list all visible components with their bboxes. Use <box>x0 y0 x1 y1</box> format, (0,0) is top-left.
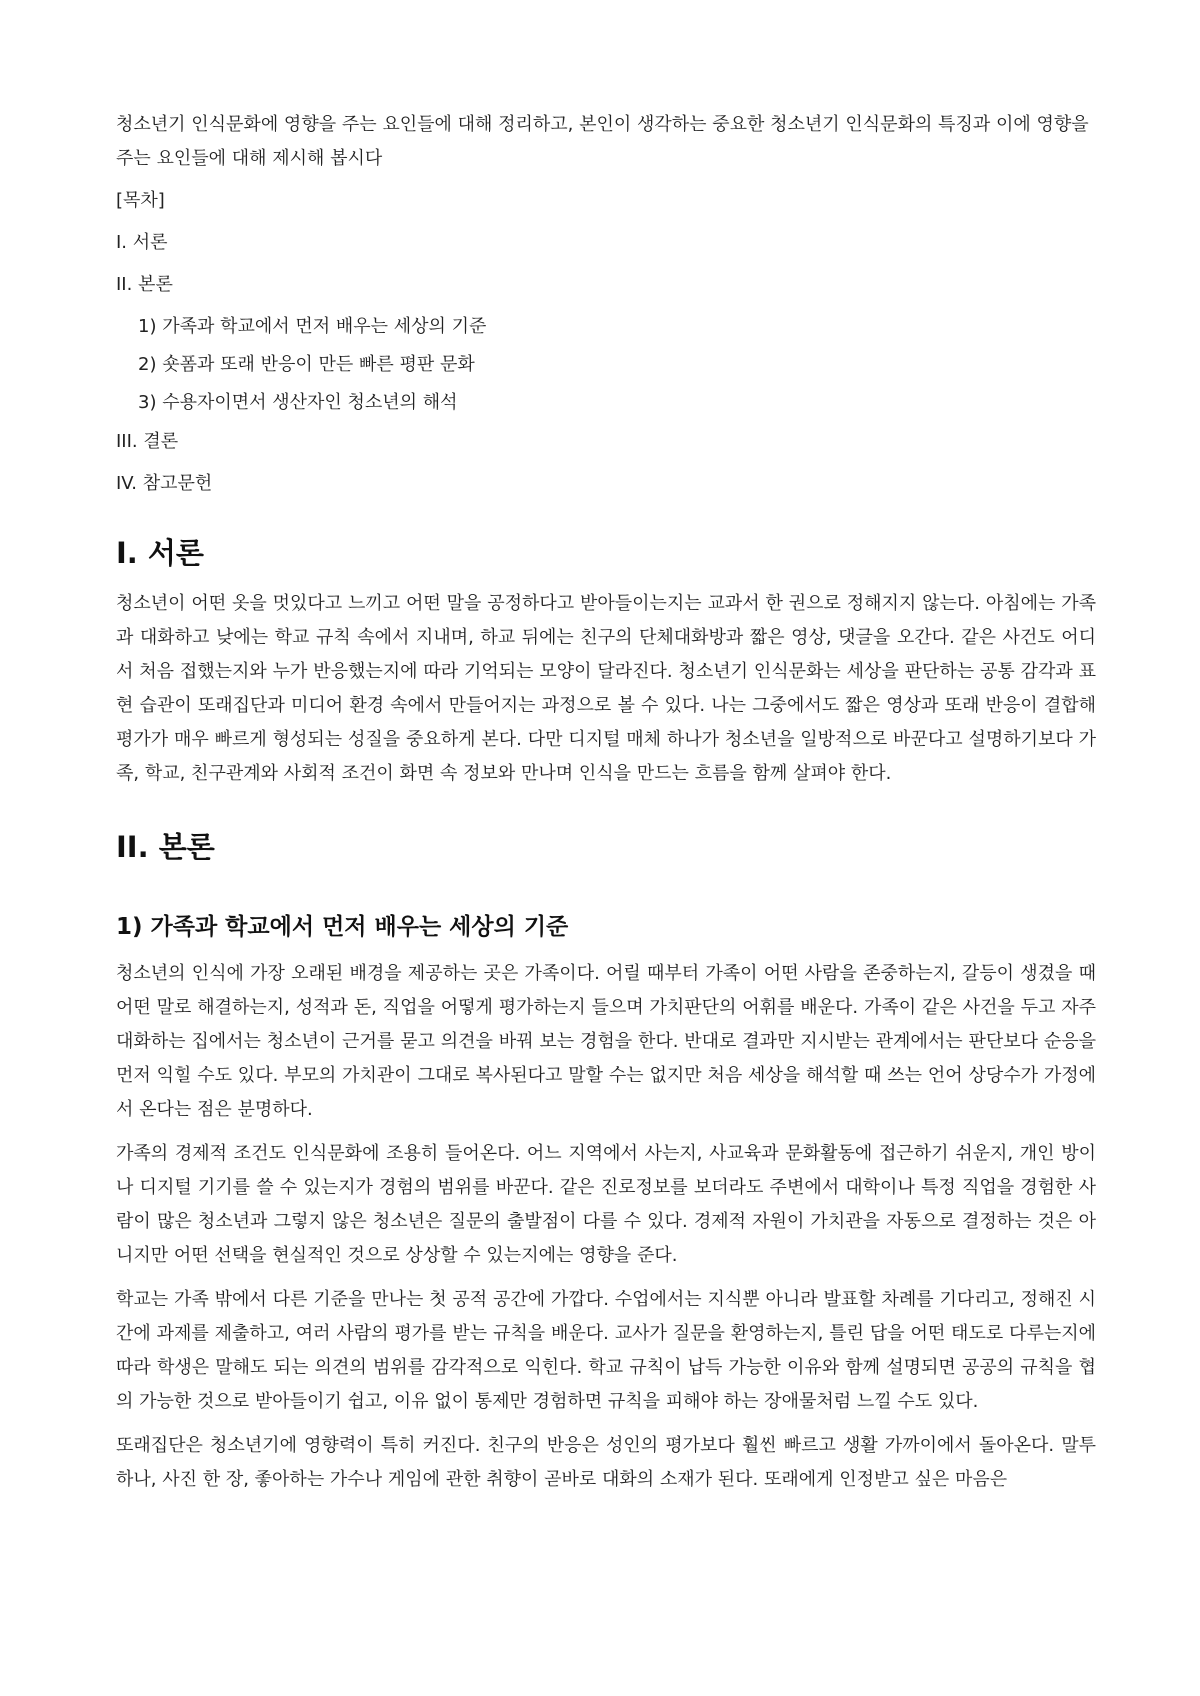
toc-subitem-shortform-peers: 2) 숏폼과 또래 반응이 만든 빠른 평판 문화 <box>138 354 475 375</box>
assignment-prompt: 청소년기 인식문화에 영향을 주는 요인들에 대해 정리하고, 본인이 생각하는 중요한 청소년기 인식문화의 특징과 이에 영향을 주는 요인들에 대해 제시해 봅시다 <box>116 114 1089 169</box>
toc-subsection-group <box>116 314 1096 416</box>
body-paragraph: 학교는 가족 밖에서 다른 기준을 만나는 첫 공적 공간에 가깝다. 수업에서는 지식뿐 아니라 발표할 차례를 기다리고, 정해진 시간에 과제를 제출하고, 여러 사람의 평가를 받는 규칙을 배운다. 교사가 질문을 환영하는지, 틀린 답을 어떤 태도로 다루는지에 따라 학생은 말해도 되는 의견의 범위를 감각적으로 익힌다. 학교 규칙이 납득 가능한 이유와 함께 설명되면 공공의 규칙을 협의 가능한 것으로 받아들이기 쉽고, 이유 없이 통제만 경험하면 규칙을 피해야 하는 장애물처럼 느낄 수도 있다. <box>116 1289 1096 1412</box>
toc-item-introduction: I. 서론 <box>116 232 168 253</box>
toc-subitem-family-school: 1) 가족과 학교에서 먼저 배우는 세상의 기준 <box>138 316 487 337</box>
section-heading-body: II. 본론 <box>116 830 215 864</box>
toc-title: [목차] <box>116 190 165 211</box>
introduction-paragraph: 청소년이 어떤 옷을 멋있다고 느끼고 어떤 말을 공정하다고 받아들이는지는 교과서 한 권으로 정해지지 않는다. 아침에는 가족과 대화하고 낮에는 학교 규칙 속에서 지내며, 하교 뒤에는 친구의 단체대화방과 짧은 영상, 댓글을 오간다. 같은 사건도 어디서 처음 접했는지와 누가 반응했는지에 따라 기억되는 모양이 달라진다. 청소년기 인식문화는 세상을 판단하는 공통 감각과 표현 습관이 또래집단과 미디어 환경 속에서 만들어지는 과정으로 볼 수 있다. 나는 그중에서도 짧은 영상과 또래 반응이 결합해 평가가 매우 빠르게 형성되는 성질을 중요하게 본다. 다만 디지털 매체 하나가 청소년을 일방적으로 바꾼다고 설명하기보다 가족, 학교, 친구관계와 사회적 조건이 화면 속 정보와 만나며 인식을 만드는 흐름을 함께 살펴야 한다. <box>116 593 1096 784</box>
section-heading-introduction: I. 서론 <box>116 536 204 570</box>
toc-subitem-receiver-producer: 3) 수용자이면서 생산자인 청소년의 해석 <box>138 392 458 413</box>
body-paragraph: 청소년의 인식에 가장 오래된 배경을 제공하는 곳은 가족이다. 어릴 때부터 가족이 어떤 사람을 존중하는지, 갈등이 생겼을 때 어떤 말로 해결하는지, 성적과 돈, 직업을 어떻게 평가하는지 들으며 가치판단의 어휘를 배운다. 가족이 같은 사건을 두고 자주 대화하는 집에서는 청소년이 근거를 묻고 의견을 바꿔 보는 경험을 한다. 반대로 결과만 지시받는 관계에서는 판단보다 순응을 먼저 익힐 수도 있다. 부모의 가치관이 그대로 복사된다고 말할 수는 없지만 처음 세상을 해석할 때 쓰는 언어 상당수가 가정에서 온다는 점은 분명하다. <box>116 963 1096 1120</box>
toc-item-conclusion: III. 결론 <box>116 431 179 452</box>
toc-item-body: II. 본론 <box>116 274 173 295</box>
table-of-contents <box>116 188 1096 497</box>
toc-list <box>116 230 1096 497</box>
toc-sub-list <box>116 314 1096 416</box>
body-paragraph: 또래집단은 청소년기에 영향력이 특히 커진다. 친구의 반응은 성인의 평가보다 훨씬 빠르고 생활 가까이에서 돌아온다. 말투 하나, 사진 한 장, 좋아하는 가수나 게임에 관한 취향이 곧바로 대화의 소재가 된다. 또래에게 인정받고 싶은 마음은 <box>116 1435 1096 1490</box>
toc-item-references: IV. 참고문헌 <box>116 473 213 494</box>
subsection-heading-family-school: 1) 가족과 학교에서 먼저 배우는 세상의 기준 <box>116 914 569 940</box>
body-paragraph: 가족의 경제적 조건도 인식문화에 조용히 들어온다. 어느 지역에서 사는지, 사교육과 문화활동에 접근하기 쉬운지, 개인 방이나 디지털 기기를 쓸 수 있는지가 경험의 범위를 바꾼다. 같은 진로정보를 보더라도 주변에서 대학이나 특정 직업을 경험한 사람이 많은 청소년과 그렇지 않은 청소년은 질문의 출발점이 다를 수 있다. 경제적 자원이 가치관을 자동으로 결정하는 것은 아니지만 어떤 선택을 현실적인 것으로 상상할 수 있는지에는 영향을 준다. <box>116 1143 1096 1266</box>
document-page <box>116 108 1096 1507</box>
